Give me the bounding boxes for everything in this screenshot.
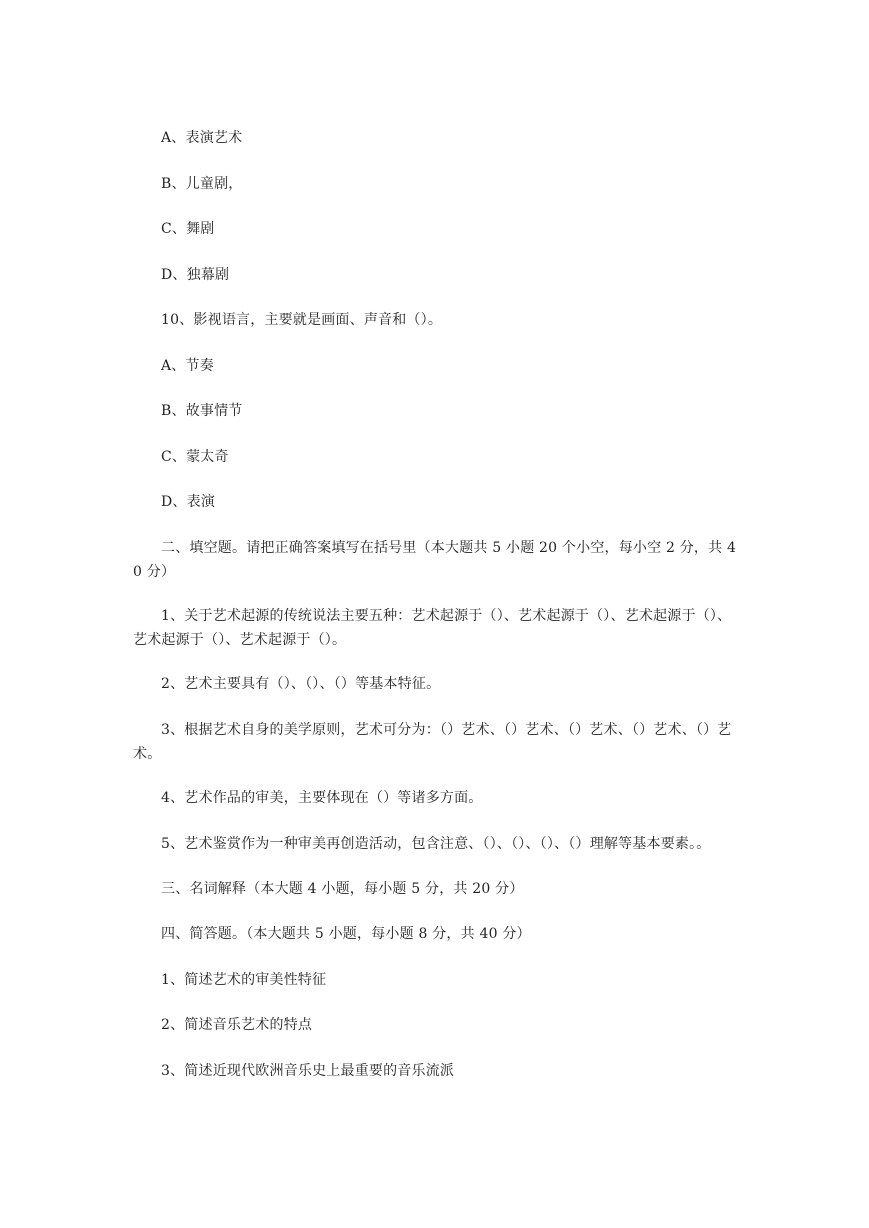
q10-question: 10、影视语言，主要就是画面、声音和（）。 [161,312,443,328]
section2-heading: 二、填空题。请把正确答案填写在括号里（本大题共 5 小题 20 个小空，每小空 2 分，共 40 分） [133,540,737,580]
q10-option-d: D、表演 [161,494,216,510]
short-answer-q3: 3、简述近现代欧洲音乐史上最重要的音乐流派 [161,1063,455,1079]
section4-heading: 四、简答题。（本大题共 5 小题，每小题 8 分，共 40 分） [161,926,531,942]
fill-blank-q3: 3、根据艺术自身的美学原则，艺术可分为：（）艺术、（）艺术、（）艺术、（）艺术、（）艺术。 [133,722,732,762]
fill-blank-q2: 2、艺术主要具有（）、（）、（）等基本特征。 [161,676,441,692]
q9-option-c: C、舞剧 [161,221,215,237]
fill-blank-q4: 4、艺术作品的审美，主要体现在（）等诸多方面。 [161,790,483,806]
q10-option-b: B、故事情节 [161,403,243,419]
short-answer-q1: 1、简述艺术的审美性特征 [161,972,327,988]
q9-option-a: A、表演艺术 [161,130,243,146]
fill-blank-q1: 1、关于艺术起源的传统说法主要五种：艺术起源于（）、艺术起源于（）、艺术起源于（）、艺术起源于（）、艺术起源于（）。 [133,608,732,648]
q9-option-b: B、儿童剧， [161,176,243,192]
short-answer-q2: 2、简述音乐艺术的特点 [161,1017,313,1033]
fill-blank-q5: 5、艺术鉴赏作为一种审美再创造活动，包含注意、（）、（）、（）、（）理解等基本要素。。 [161,836,711,852]
q10-option-c: C、蒙太奇 [161,449,229,465]
q9-option-d: D、独幕剧 [161,267,230,283]
q10-option-a: A、节奏 [161,358,214,374]
section3-heading: 三、名词解释（本大题 4 小题，每小题 5 分，共 20 分） [161,881,524,897]
